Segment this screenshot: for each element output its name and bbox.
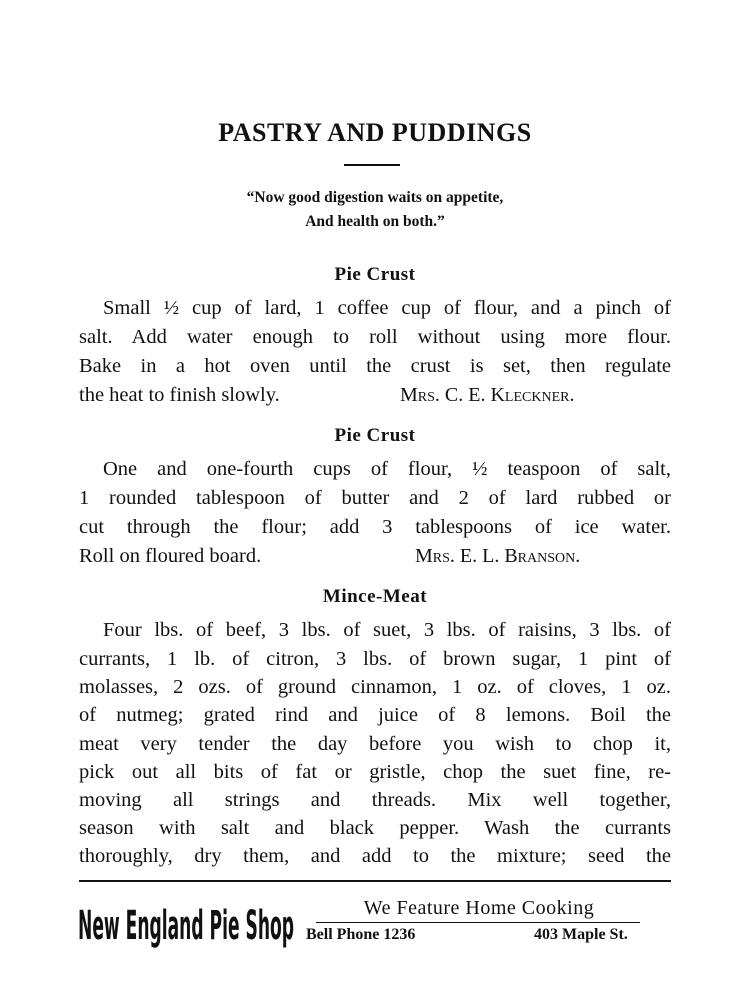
ad-address: 403 Maple St. xyxy=(534,926,628,943)
epigraph-line-1: “Now good digestion waits on appetite, xyxy=(246,189,504,206)
recipe-3-line-2: currants, 1 lb. of citron, 3 lbs. of brown sugar, 1 pint of xyxy=(79,648,671,670)
recipe-3-line-6: pick out all bits of fat or gristle, chop the suet fine, re- xyxy=(79,761,671,783)
page-title: PASTRY AND PUDDINGS xyxy=(218,118,532,147)
recipe-2-attribution: Mrs. E. L. Branson. xyxy=(415,545,581,567)
recipe-3-line-3: molasses, 2 ozs. of ground cinnamon, 1 oz. of cloves, 1 oz. xyxy=(79,676,671,698)
title-divider xyxy=(344,164,400,166)
ad-phone: Bell Phone 1236 xyxy=(306,926,416,943)
recipe-2-line-4: Roll on floured board. xyxy=(79,545,262,567)
recipe-3-line-4: of nutmeg; grated rind and juice of 8 lemons. Boil the xyxy=(79,704,671,726)
recipe-1-attribution: Mrs. C. E. Kleckner. xyxy=(400,384,575,406)
epigraph-line-2: And health on both.” xyxy=(305,213,445,230)
pie-shop-logo-text: New England Pie Shop xyxy=(78,903,294,949)
epigraph xyxy=(0,186,750,234)
recipe-1-line-4: the heat to finish slowly. xyxy=(79,384,280,406)
pie-shop-logo xyxy=(78,893,296,949)
recipe-3-line-9: thoroughly, dry them, and add to the mixture; seed the xyxy=(79,845,671,867)
recipe-heading-pie-crust-2: Pie Crust xyxy=(334,425,416,446)
recipe-1-line-2: salt. Add water enough to roll without using more flour. xyxy=(79,326,671,348)
footer-divider xyxy=(79,880,671,882)
ad-divider xyxy=(316,922,640,923)
recipe-heading-pie-crust-1: Pie Crust xyxy=(334,264,416,285)
recipe-2-line-1: One and one-fourth cups of flour, ½ teaspoon of salt, xyxy=(103,458,671,480)
recipe-1-line-3: Bake in a hot oven until the crust is set, then regulate xyxy=(79,355,671,377)
recipe-3-line-1: Four lbs. of beef, 3 lbs. of suet, 3 lbs. of raisins, 3 lbs. of xyxy=(103,619,671,641)
recipe-3-line-8: season with salt and black pepper. Wash the currants xyxy=(79,817,671,839)
recipe-3-line-7: moving all strings and threads. Mix well together, xyxy=(79,789,671,811)
recipe-3-line-5: meat very tender the day before you wish to chop it, xyxy=(79,733,671,755)
recipe-heading-mince-meat: Mince-Meat xyxy=(322,586,428,607)
recipe-1-line-1: Small ½ cup of lard, 1 coffee cup of flour, and a pinch of xyxy=(103,297,671,319)
recipe-2-line-2: 1 rounded tablespoon of butter and 2 of lard rubbed or xyxy=(79,487,671,509)
recipe-2-line-3: cut through the flour; add 3 tablespoons of ice water. xyxy=(79,516,671,538)
ad-feature-text: We Feature Home Cooking xyxy=(363,897,595,919)
